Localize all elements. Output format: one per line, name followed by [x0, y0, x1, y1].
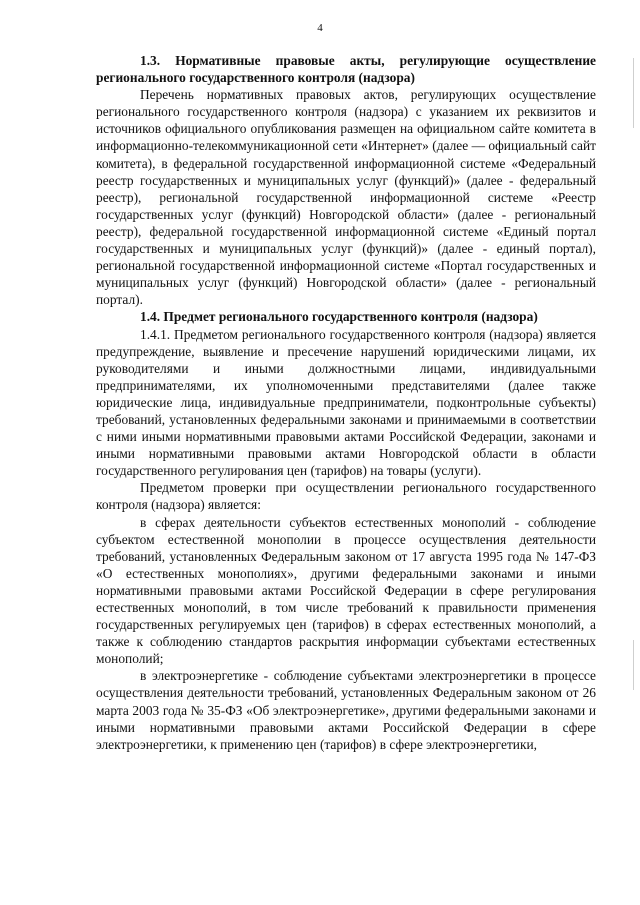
- paragraph-electric-power: в электроэнергетике - соблюдение субъектами электроэнергетики в процессе осуществления деятельности требований, установленных Федеральным законом от 26 марта 2003 года № 35-ФЗ «Об электроэнергетике», другими федеральными законами и иными нормативными правовыми актами Российской Федерации в сфере электроэнергетики, к применению цен (тарифов) в сфере электроэнергетики,: [96, 668, 596, 752]
- page-number: 4: [317, 22, 323, 34]
- scan-edge-mark: [633, 58, 634, 128]
- scan-edge-mark: [633, 640, 634, 690]
- paragraph-normative-acts: Перечень нормативных правовых актов, регулирующих осуществление регионального государственного контроля (надзора) с указанием их реквизитов и источников официального опубликования размещен на официальном сайте комитета в информационно-телекоммуникационной сети «Интернет» (далее — официальный сайт комитета), в федеральной государственной информационной системе «Федеральный реестр государственных и муниципальных услуг (функций)» (далее - федеральный реестр), региональной государственной информационной системе «Реестр государственных услуг (функций) Новгородской области» (далее - региональный реестр), федеральной государственной информационной системе «Единый портал государственных и муниципальных услуг (функций)» (далее - единый портал), региональной государственной информационной системе «Портал государственных и муниципальных услуг (функций) Новгородской области» (далее - региональный портал).: [96, 87, 596, 308]
- paragraph-natural-monopolies: в сферах деятельности субъектов естественных монополий - соблюдение субъектом естественной монополии в процессе осуществления деятельности требований, установленных Федеральным законом от 17 августа 1995 года № 147-ФЗ «О естественных монополиях», другими федеральными законами и иными нормативными правовыми актами Российской Федерации в сфере регулирования естественных монополий, в том числе требований к правильности применения государственных регулируемых цен (тарифов) в сферах естественных монополий, а также к соблюдению стандартов раскрытия информации субъектами естественных монополий;: [96, 514, 596, 667]
- section-heading-1-4: 1.4. Предмет регионального государственного контроля (надзора): [140, 309, 538, 325]
- section-heading-1-3: 1.3. Нормативные правовые акты, регулирующие осуществление регионального государственного контроля (надзора): [96, 53, 596, 86]
- paragraph-1-4-1: 1.4.1. Предметом регионального государственного контроля (надзора) является предупреждение, выявление и пресечение нарушений юридическими лицами, их руководителями и иными должностными лицами, индивидуальными предпринимателями, их уполномоченными представителями (далее также юридические лица, индивидуальные предприниматели, подконтрольные субъекты) требований, установленных федеральными законами и принимаемыми в соответствии с ними иными нормативными правовыми актами Российской Федерации, законами и иными нормативными правовыми актами Новгородской области в области государственного регулирования цен (тарифов) на товары (услуги).: [96, 326, 596, 479]
- document-body: [96, 52, 596, 753]
- paragraph-subject-of-inspection: Предметом проверки при осуществлении регионального государственного контроля (надзора) является:: [96, 480, 596, 513]
